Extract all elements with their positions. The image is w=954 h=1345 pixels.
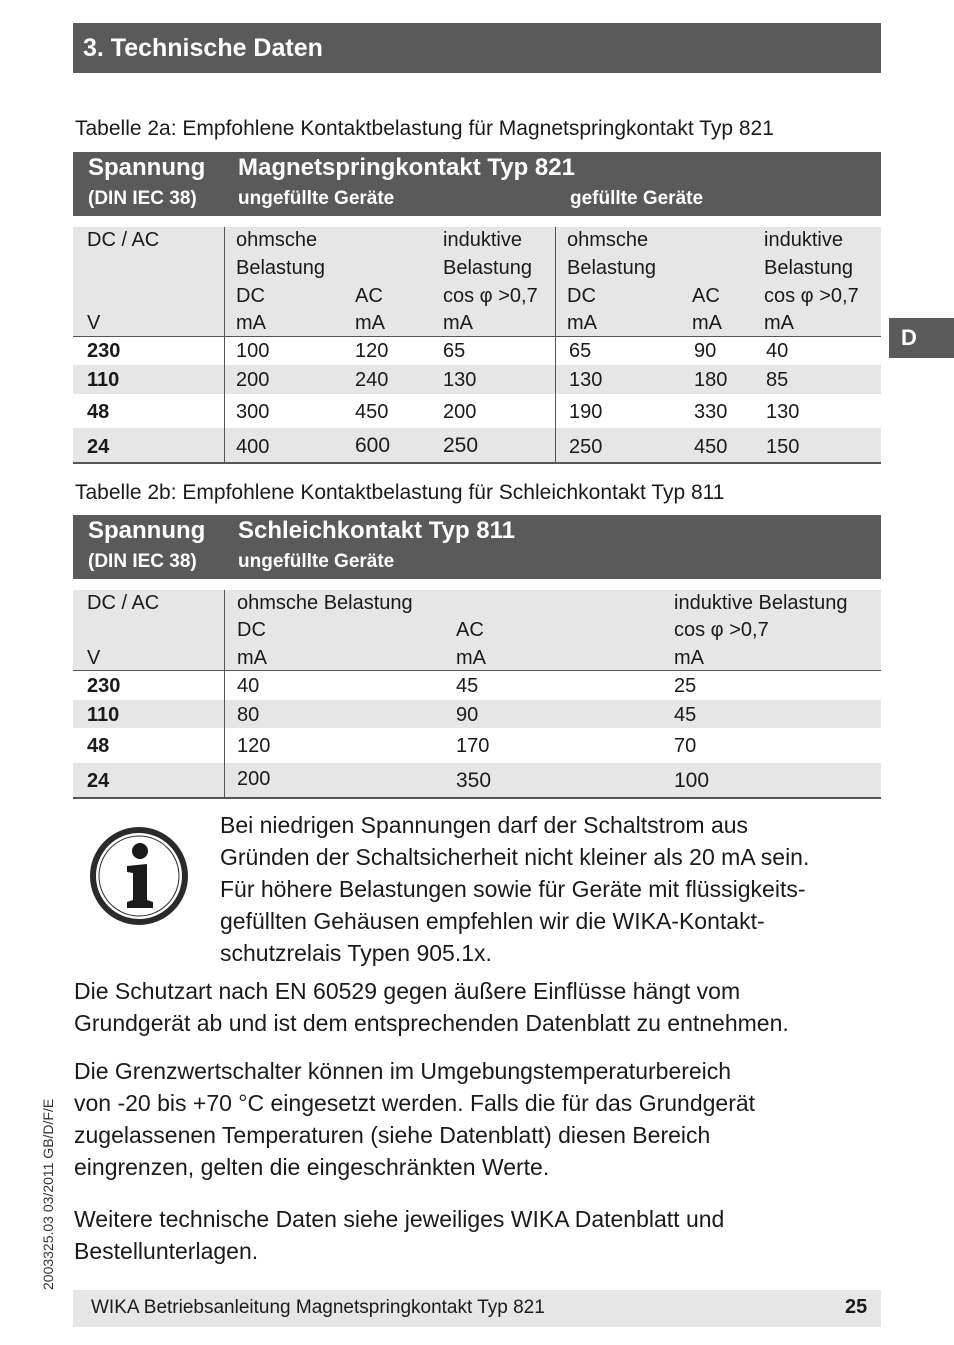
cos-label: cos φ >0,7 [674, 619, 769, 641]
divider [73, 797, 881, 799]
value-cell: 25 [674, 675, 697, 697]
ohmic-label: ohmsche [567, 229, 649, 251]
voltage-cell: 110 [87, 704, 120, 726]
value-cell: 85 [766, 369, 789, 391]
value-cell: 70 [674, 735, 697, 757]
section-header: 3. Technische Daten [73, 23, 881, 73]
value-cell: 120 [355, 340, 389, 362]
unit-label: mA [567, 312, 597, 334]
dc-label: DC [567, 285, 596, 307]
value-cell: 240 [355, 369, 389, 391]
value-cell: 100 [674, 769, 710, 792]
value-cell: 180 [694, 369, 728, 391]
text-line: zugelassenen Temperaturen (siehe Datenblatt) diesen Bereich [74, 1122, 711, 1148]
value-cell: 40 [766, 340, 789, 362]
value-cell: 100 [236, 340, 270, 362]
value-cell: 190 [569, 401, 603, 423]
value-cell: 250 [569, 436, 603, 458]
paragraph-protection [74, 975, 874, 1039]
value-cell: 300 [236, 401, 270, 423]
voltage-cell: 230 [87, 340, 121, 362]
inductive-label: Belastung [764, 257, 853, 279]
volt-label: V [87, 647, 101, 669]
unit-label: mA [764, 312, 794, 334]
ac-label: AC [456, 619, 484, 641]
dcac-label: DC / AC [87, 229, 160, 251]
unit-label: mA [692, 312, 722, 334]
value-cell: 90 [456, 704, 479, 726]
value-cell: 65 [569, 340, 592, 362]
value-cell: 400 [236, 436, 270, 458]
value-cell: 120 [237, 735, 271, 757]
divider [73, 336, 881, 337]
value-cell: 130 [766, 401, 800, 423]
divider [73, 670, 881, 671]
footer-text: WIKA Betriebsanleitung Magnetspringkontakt Typ 821 [91, 1297, 545, 1318]
unit-label: mA [236, 312, 266, 334]
dc-label: DC [237, 619, 266, 641]
info-line: Für höhere Belastungen sowie für Geräte mit flüssigkeits- [220, 876, 806, 902]
value-cell: 170 [456, 735, 490, 757]
divider [224, 590, 225, 798]
divider [73, 462, 881, 464]
document-code: 2003325.03 03/2011 GB/D/F/E [40, 1098, 56, 1290]
value-cell: 450 [355, 401, 389, 423]
divider [555, 227, 556, 463]
inductive-label: Belastung [443, 257, 532, 279]
spannung-label: Spannung [88, 154, 206, 181]
value-cell: 200 [237, 768, 271, 790]
table-a-header [73, 152, 881, 216]
volt-label: V [87, 312, 101, 334]
text-line: Grundgerät ab und ist dem entsprechenden Datenblatt zu entnehmen. [74, 1010, 789, 1036]
text-line: Die Grenzwertschalter können im Umgebungstemperaturbereich [74, 1058, 732, 1084]
paragraph-temperature [74, 1055, 874, 1183]
info-line: gefüllten Gehäusen empfehlen wir die WIKA-Kontakt- [220, 908, 765, 934]
language-tab[interactable]: D [889, 318, 954, 358]
value-cell: 90 [694, 340, 717, 362]
inductive-label: induktive Belastung [674, 592, 848, 614]
ohmic-label: Belastung [567, 257, 656, 279]
value-cell: 45 [674, 704, 697, 726]
din-iec-label: (DIN IEC 38) [88, 551, 197, 572]
cos-label: cos φ >0,7 [764, 285, 859, 307]
info-line: schutzrelais Typen 905.1x. [220, 940, 492, 966]
text-line: Die Schutzart nach EN 60529 gegen äußere Einflüsse hängt vom [74, 978, 741, 1004]
value-cell: 45 [456, 675, 479, 697]
group-unfilled: ungefüllte Geräte [238, 188, 395, 209]
spannung-label: Spannung [88, 517, 206, 544]
text-line: Bestellunterlagen. [74, 1238, 259, 1264]
voltage-cell: 48 [87, 401, 110, 423]
value-cell: 130 [569, 369, 603, 391]
info-note [220, 809, 880, 969]
ohmic-label: Belastung [236, 257, 325, 279]
unit-label: mA [237, 647, 267, 669]
value-cell: 200 [443, 401, 477, 423]
info-line: Bei niedrigen Spannungen darf der Schaltstrom aus [220, 812, 749, 838]
voltage-cell: 110 [87, 369, 120, 391]
voltage-cell: 24 [87, 770, 110, 792]
voltage-cell: 24 [87, 436, 110, 458]
ac-label: AC [355, 285, 383, 307]
voltage-cell: 230 [87, 675, 121, 697]
value-cell: 150 [766, 436, 800, 458]
ac-label: AC [692, 285, 720, 307]
value-cell: 250 [443, 434, 479, 457]
unit-label: mA [443, 312, 473, 334]
table-b-header [73, 515, 881, 579]
table-b-title: Schleichkontakt Typ 811 [238, 517, 515, 544]
cos-label: cos φ >0,7 [443, 285, 538, 307]
table-a-caption: Tabelle 2a: Empfohlene Kontaktbelastung für Magnetspringkontakt Typ 821 [75, 117, 774, 140]
value-cell: 130 [443, 369, 477, 391]
text-line: eingrenzen, gelten die eingeschränkten Werte. [74, 1154, 550, 1180]
unit-label: mA [674, 647, 704, 669]
text-line: von -20 bis +70 °C eingesetzt werden. Falls die für das Grundgerät [74, 1090, 756, 1116]
unit-label: mA [355, 312, 385, 334]
value-cell: 350 [456, 769, 492, 792]
divider [224, 227, 225, 463]
table-b-caption: Tabelle 2b: Empfohlene Kontaktbelastung für Schleichkontakt Typ 811 [75, 481, 725, 504]
dc-label: DC [236, 285, 265, 307]
voltage-cell: 48 [87, 735, 110, 757]
value-cell: 600 [355, 434, 391, 457]
ohmic-label: ohmsche [236, 229, 318, 251]
value-cell: 40 [237, 675, 260, 697]
inductive-label: induktive [443, 229, 522, 251]
dcac-label: DC / AC [87, 592, 160, 614]
paragraph-further-data [74, 1203, 874, 1267]
text-line: Weitere technische Daten siehe jeweiliges WIKA Datenblatt und [74, 1206, 725, 1232]
din-iec-label: (DIN IEC 38) [88, 188, 197, 209]
value-cell: 330 [694, 401, 728, 423]
info-line: Gründen der Schaltsicherheit nicht kleiner als 20 mA sein. [220, 844, 810, 870]
table-a-title: Magnetspringkontakt Typ 821 [238, 154, 575, 181]
value-cell: 200 [236, 369, 270, 391]
table-a-row-shade [73, 365, 881, 394]
info-icon [89, 826, 189, 926]
page-number: 25 [845, 1296, 868, 1318]
inductive-label: induktive [764, 229, 843, 251]
group-filled: gefüllte Geräte [570, 188, 704, 209]
value-cell: 80 [237, 704, 260, 726]
unit-label: mA [456, 647, 486, 669]
group-unfilled: ungefüllte Geräte [238, 551, 395, 572]
value-cell: 65 [443, 340, 466, 362]
value-cell: 450 [694, 436, 728, 458]
ohmic-label: ohmsche Belastung [237, 592, 413, 614]
